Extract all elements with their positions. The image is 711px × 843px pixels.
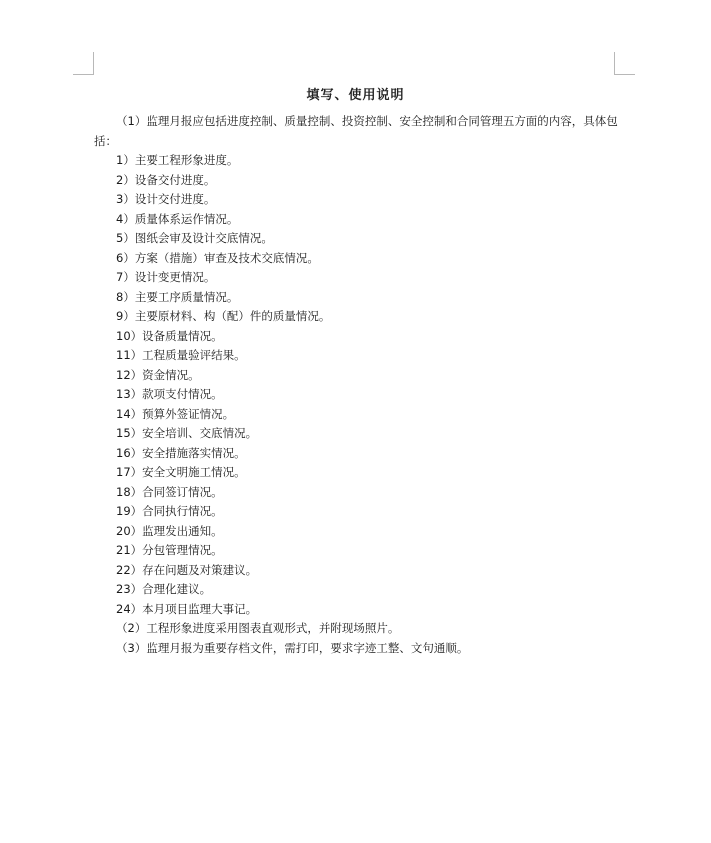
page-corner-mark-top-right: [614, 52, 635, 75]
list-item: 6）方案（措施）审查及技术交底情况。: [116, 250, 319, 265]
list-item: 7）设计变更情况。: [116, 270, 216, 284]
list-item: 14）预算外签证情况。: [116, 406, 235, 421]
list-item: 18）合同签订情况。: [116, 484, 223, 499]
intro-paragraph: （1）监理月报应包括进度控制、质量控制、投资控制、安全控制和合同管理五方面的内容，具体包括：: [94, 114, 618, 148]
document-title: 填写、使用说明: [306, 88, 405, 103]
list-item: 17）安全文明施工情况。: [116, 465, 246, 479]
document-body: [94, 112, 634, 658]
list-item: 15）安全培训、交底情况。: [116, 426, 258, 440]
list-item: 12）资金情况。: [116, 367, 200, 382]
list-item: 22）存在问题及对策建议。: [116, 562, 258, 577]
list-item: 23）合理化建议。: [116, 582, 212, 596]
note-paragraph-2: （2）工程形象进度采用图表直观形式，并附现场照片。: [116, 621, 400, 635]
list-item: 2）设备交付进度。: [116, 172, 216, 187]
list-item: 8）主要工序质量情况。: [116, 289, 239, 304]
list-item: 19）合同执行情况。: [116, 504, 223, 518]
list-item: 16）安全措施落实情况。: [116, 445, 246, 460]
list-item: 24）本月项目监理大事记。: [116, 601, 258, 616]
note-paragraph-3: （3）监理月报为重要存档文件，需打印，要求字迹工整、文句通顺。: [116, 640, 469, 655]
list-item: 21）分包管理情况。: [116, 543, 223, 557]
list-item: 13）款项支付情况。: [116, 387, 223, 401]
list-item: 3）设计交付进度。: [116, 192, 216, 206]
list-item: 9）主要原材料、构（配）件的质量情况。: [116, 309, 331, 323]
list-item: 11）工程质量验评结果。: [116, 348, 246, 362]
list-item: 5）图纸会审及设计交底情况。: [116, 231, 273, 245]
list-item: 4）质量体系运作情况。: [116, 211, 239, 226]
page-corner-mark-top-left: [73, 52, 94, 75]
list-item: 10）设备质量情况。: [116, 328, 223, 343]
list-item: 1）主要工程形象进度。: [116, 153, 239, 167]
item-list: [94, 151, 634, 619]
list-item: 20）监理发出通知。: [116, 523, 223, 538]
